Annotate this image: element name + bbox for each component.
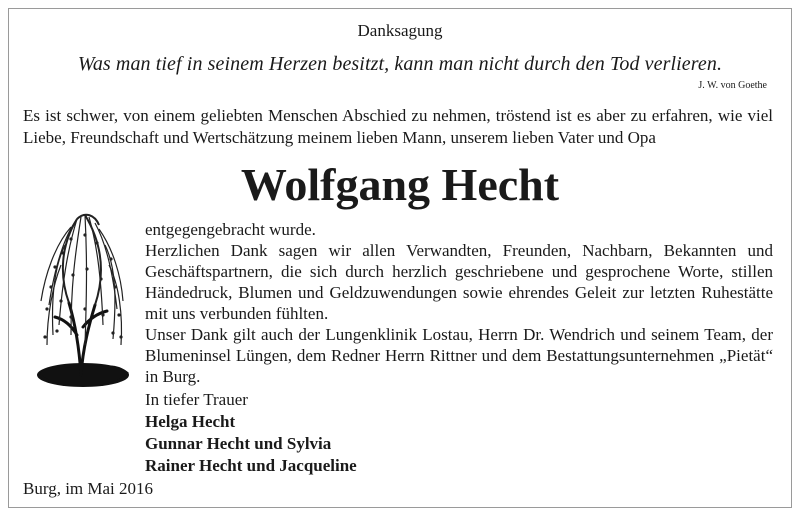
mourning-label: In tiefer Trauer	[145, 390, 248, 409]
signatory: Rainer Hecht und Jacqueline	[145, 456, 357, 475]
weeping-willow-icon	[25, 205, 135, 395]
notice-heading: Danksagung	[357, 21, 443, 40]
obituary-notice	[8, 8, 792, 508]
body-paragraph: Herzlichen Dank sagen wir allen Verwandten, Freunden, Nachbarn, Bekannten und Geschäftspartnern, die sich durch herzlich geschriebene und gesprochene Worte, stillen Händedruck, Blumen und Geldzuwendungen sowie ehrendes Geleit zur letzten Ruhestätte mit uns verbunden fühlten.	[145, 241, 773, 323]
intro-paragraph: Es ist schwer, von einem geliebten Menschen Abschied zu nehmen, tröstend ist es aber zu erfahren, wie viel Liebe, Freundschaft und Wertschätzung meinem lieben Mann, unserem lieben Vater und Opa	[23, 106, 773, 147]
deceased-name: Wolfgang Hecht	[240, 159, 560, 210]
quote-author: J. W. von Goethe	[698, 80, 767, 91]
body-text	[145, 219, 773, 387]
signatory: Gunnar Hecht und Sylvia	[145, 434, 332, 453]
body-paragraph: Unser Dank gilt auch der Lungenklinik Lostau, Herrn Dr. Wendrich und seinem Team, der Blumeninsel Lüngen, dem Redner Herrn Rittner und dem Bestattungsunternehmen „Pietät“ in Burg.	[145, 325, 773, 386]
mourning-block	[145, 389, 357, 477]
place-date: Burg, im Mai 2016	[23, 479, 154, 498]
quote-text: Was man tief in seinem Herzen besitzt, kann man nicht durch den Tod verlieren.	[77, 53, 723, 75]
body-paragraph: entgegengebracht wurde.	[145, 220, 316, 239]
signatory: Helga Hecht	[145, 412, 236, 431]
